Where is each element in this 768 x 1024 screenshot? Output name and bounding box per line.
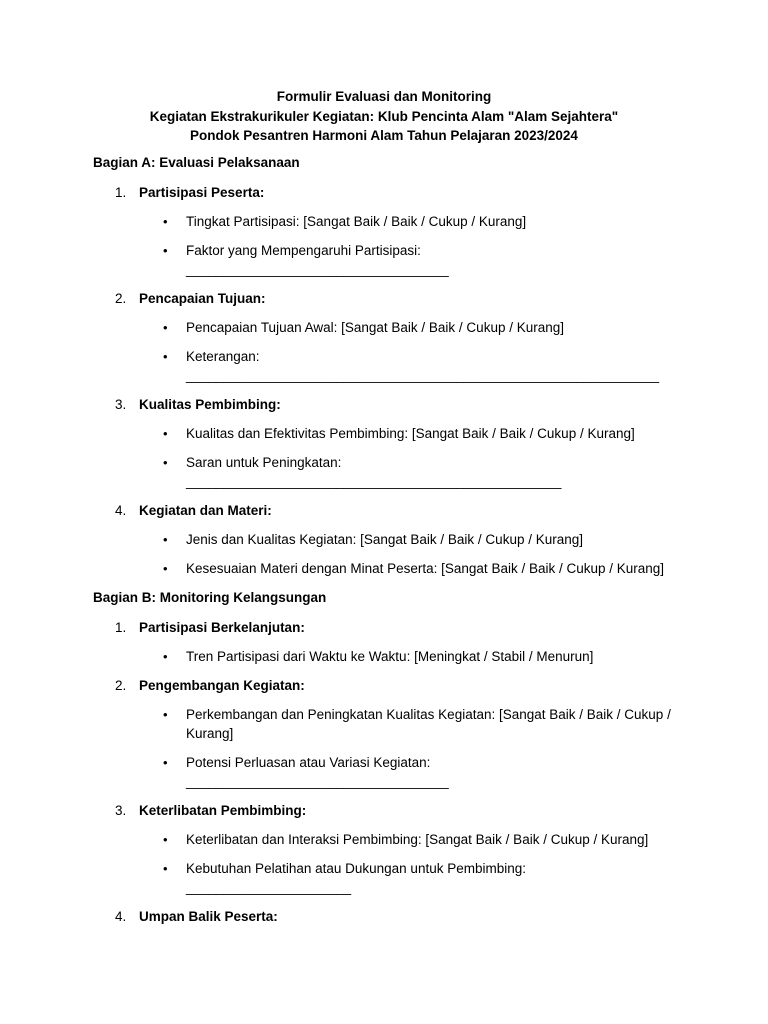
- item-bullet-list: [139, 830, 683, 897]
- item-number: 3.: [115, 803, 127, 818]
- document-title: [0, 87, 768, 146]
- item-title: Pencapaian Tujuan:: [139, 291, 266, 306]
- bullet-item: [139, 530, 683, 549]
- item-bullet-list: [139, 705, 683, 791]
- item-bullet-list: [139, 647, 683, 666]
- form-item: [93, 801, 683, 897]
- bullet-text: Faktor yang Mempengaruhi Partisipasi: ___________________________________: [186, 243, 449, 277]
- bullet-text: Keterlibatan dan Interaksi Pembimbing: [Sangat Baik / Baik / Cukup / Kurang]: [186, 832, 649, 847]
- section-heading: Bagian A: Evaluasi Pelaksanaan: [93, 155, 300, 170]
- bullet-dot-icon: •: [163, 649, 168, 664]
- bullet-text: Jenis dan Kualitas Kegiatan: [Sangat Baik / Baik / Cukup / Kurang]: [186, 532, 583, 547]
- item-title: Pengembangan Kegiatan:: [139, 678, 305, 693]
- bullet-item: [139, 830, 683, 849]
- answer-blank-line: _______________________________________________________________: [186, 368, 660, 383]
- bullet-item: [139, 347, 683, 385]
- item-bullet-list: [139, 212, 683, 279]
- answer-blank-line: __________________________________________________: [186, 474, 562, 489]
- bullet-dot-icon: •: [163, 243, 168, 258]
- title-line-1: Formulir Evaluasi dan Monitoring: [276, 89, 492, 104]
- bullet-text: Kualitas dan Efektivitas Pembimbing: [Sangat Baik / Baik / Cukup / Kurang]: [186, 426, 635, 441]
- form-item: [93, 676, 683, 791]
- bullet-dot-icon: •: [163, 320, 168, 335]
- bullet-dot-icon: •: [163, 214, 168, 229]
- form-item: [93, 501, 683, 578]
- item-bullet-list: [139, 530, 683, 578]
- bullet-dot-icon: •: [163, 455, 168, 470]
- form-item: [93, 289, 683, 385]
- item-bullet-list: [139, 318, 683, 385]
- item-number: 2.: [115, 291, 127, 306]
- section-item-list: [93, 618, 683, 926]
- item-number: 4.: [115, 503, 127, 518]
- bullet-item: [139, 647, 683, 666]
- bullet-item: [139, 424, 683, 443]
- form-item: [93, 395, 683, 491]
- answer-blank-line: ______________________: [186, 880, 352, 895]
- bullet-item: [139, 241, 683, 279]
- bullet-dot-icon: •: [163, 832, 168, 847]
- bullet-dot-icon: •: [163, 561, 168, 576]
- title-line-2: Kegiatan Ekstrakurikuler Kegiatan: Klub Pencinta Alam "Alam Sejahtera": [149, 108, 619, 124]
- item-number: 1.: [115, 620, 127, 635]
- bullet-text: Kebutuhan Pelatihan atau Dukungan untuk Pembimbing:: [186, 861, 526, 876]
- bullet-text: Tingkat Partisipasi: [Sangat Baik / Baik / Cukup / Kurang]: [186, 214, 527, 229]
- form-item: [93, 618, 683, 666]
- item-number: 4.: [115, 909, 127, 924]
- item-title: Kualitas Pembimbing:: [139, 397, 281, 412]
- answer-blank-line: ___________________________________: [186, 774, 449, 789]
- section-heading: Bagian B: Monitoring Kelangsungan: [93, 590, 327, 605]
- bullet-item: [139, 453, 683, 491]
- bullet-item: [139, 559, 683, 578]
- bullet-item: [139, 318, 683, 337]
- bullet-dot-icon: •: [163, 707, 168, 722]
- bullet-text: Keterangan:: [186, 349, 260, 364]
- bullet-dot-icon: •: [163, 861, 168, 876]
- bullet-item: [139, 753, 683, 791]
- item-number: 3.: [115, 397, 127, 412]
- item-bullet-list: [139, 424, 683, 491]
- bullet-item: [139, 212, 683, 231]
- bullet-text: Tren Partisipasi dari Waktu ke Waktu: [Meningkat / Stabil / Menurun]: [186, 649, 594, 664]
- item-title: Kegiatan dan Materi:: [139, 503, 272, 518]
- bullet-dot-icon: •: [163, 349, 168, 364]
- form-item: [93, 907, 683, 926]
- bullet-text: Perkembangan dan Peningkatan Kualitas Kegiatan: [Sangat Baik / Baik / Cukup / Kurang]: [186, 707, 671, 741]
- item-title: Umpan Balik Peserta:: [139, 909, 278, 924]
- bullet-item: [139, 705, 683, 743]
- bullet-dot-icon: •: [163, 426, 168, 441]
- bullet-dot-icon: •: [163, 755, 168, 770]
- bullet-dot-icon: •: [163, 532, 168, 547]
- form-item: [93, 183, 683, 279]
- bullet-text: Potensi Perluasan atau Variasi Kegiatan:: [186, 755, 431, 770]
- title-line-3: Pondok Pesantren Harmoni Alam Tahun Pelajaran 2023/2024: [190, 128, 578, 143]
- item-title: Partisipasi Peserta:: [139, 185, 265, 200]
- item-number: 2.: [115, 678, 127, 693]
- bullet-text: Saran untuk Peningkatan:: [186, 455, 342, 470]
- form-body: [93, 153, 683, 936]
- item-title: Partisipasi Berkelanjutan:: [139, 620, 305, 635]
- bullet-item: [139, 859, 683, 897]
- section-item-list: [93, 183, 683, 578]
- bullet-text: Kesesuaian Materi dengan Minat Peserta: [Sangat Baik / Baik / Cukup / Kurang]: [186, 561, 665, 576]
- item-number: 1.: [115, 185, 127, 200]
- bullet-text: Pencapaian Tujuan Awal: [Sangat Baik / Baik / Cukup / Kurang]: [186, 320, 564, 335]
- item-title: Keterlibatan Pembimbing:: [139, 803, 307, 818]
